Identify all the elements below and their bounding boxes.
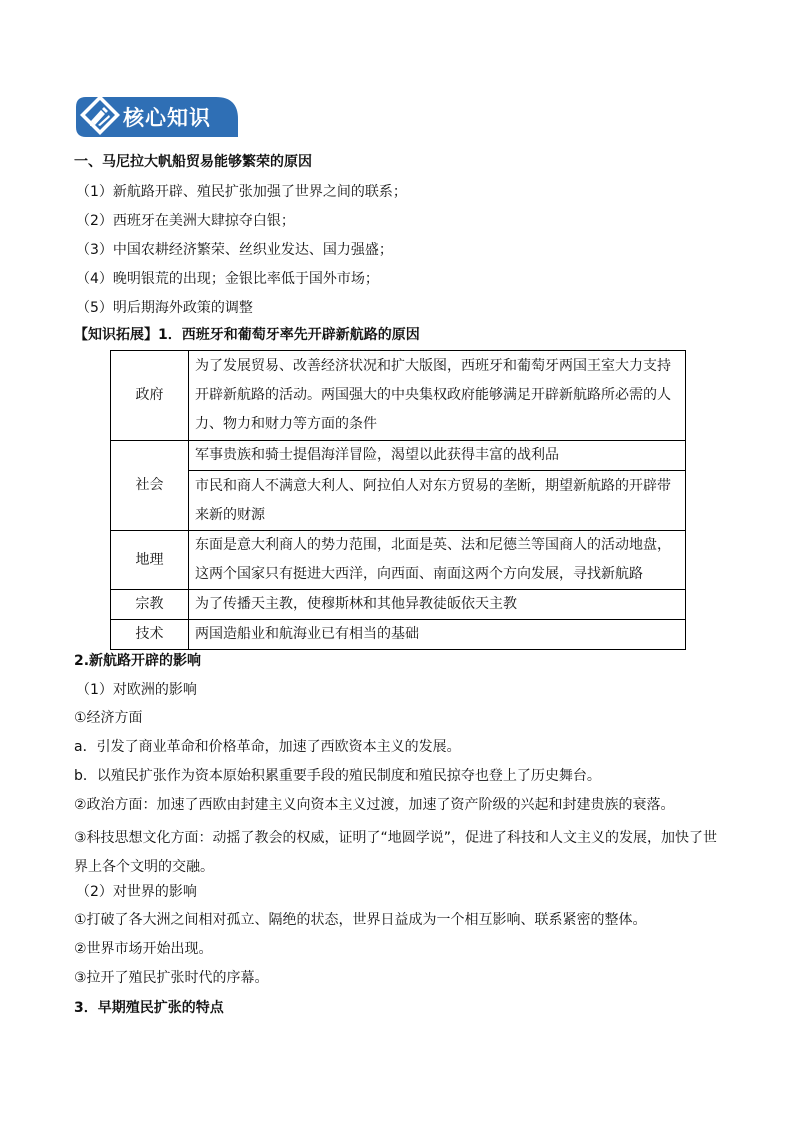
table-cell: 东面是意大利商人的势力范围，北面是英、法和尼德兰等国商人的活动地盘，这两个国家只有挺进大西洋，向西面、南面这两个方向发展，寻找新航路 — [189, 531, 686, 590]
pencil-book-icon — [85, 101, 115, 131]
section1-heading: 一、马尼拉大帆船贸易能够繁荣的原因 — [74, 154, 312, 170]
table-cell: 为了发展贸易、改善经济状况和扩大版图，西班牙和葡萄牙两国王室大力支持开辟新航路的活动。两国强大的中央集权政府能够满足开辟新航路所必需的人力、物力和财力等方面的条件 — [189, 351, 686, 441]
section3-heading: 3．早期殖民扩张的特点 — [74, 1000, 224, 1016]
list-item: （5）明后期海外政策的调整 — [76, 300, 253, 316]
table-category: 政府 — [111, 351, 189, 441]
table-row — [111, 471, 686, 531]
list-item: （1）新航路开辟、殖民扩张加强了世界之间的联系； — [76, 184, 407, 200]
paragraph: b．以殖民扩张作为资本原始积累重要手段的殖民制度和殖民掠夺也登上了历史舞台。 — [74, 768, 601, 784]
list-item: （3）中国农耕经济繁荣、丝织业发达、国力强盛； — [76, 242, 393, 258]
table-cell: 市民和商人不满意大利人、阿拉伯人对东方贸易的垄断，期望新航路的开辟带来新的财源 — [189, 471, 686, 531]
table-category: 社会 — [111, 441, 189, 531]
reasons-table — [110, 350, 686, 650]
table-row — [111, 531, 686, 590]
table-cell: 两国造船业和航海业已有相当的基础 — [189, 620, 686, 650]
table-category: 地理 — [111, 531, 189, 590]
paragraph: ③拉开了殖民扩张时代的序幕。 — [74, 970, 269, 986]
table-row — [111, 351, 686, 441]
table-row — [111, 590, 686, 620]
banner-title: 核心知识 — [123, 106, 211, 130]
extension-heading: 【知识拓展】1．西班牙和葡萄牙率先开辟新航路的原因 — [74, 327, 420, 343]
subheading: （1）对欧洲的影响 — [76, 682, 197, 698]
table-category: 技术 — [111, 620, 189, 650]
paragraph: ①打破了各大洲之间相对孤立、隔绝的状态，世界日益成为一个相互影响、联系紧密的整体。 — [74, 912, 647, 928]
table-row — [111, 620, 686, 650]
paragraph: ②世界市场开始出现。 — [74, 941, 213, 957]
table-row — [111, 441, 686, 471]
paragraph: ②政治方面：加速了西欧由封建主义向资本主义过渡，加速了资产阶级的兴起和封建贵族的衰落。 — [74, 797, 675, 813]
paragraph: ③科技思想文化方面：动摇了教会的权威，证明了“地圆学说”，促进了科技和人文主义的发展，加快了世界上各个文明的交融。 — [74, 830, 718, 875]
table-category: 宗教 — [111, 590, 189, 620]
table-cell: 军事贵族和骑士提倡海洋冒险，渴望以此获得丰富的战利品 — [189, 441, 686, 471]
section2-heading: 2.新航路开辟的影响 — [74, 653, 202, 669]
paragraph: a．引发了商业革命和价格革命，加速了西欧资本主义的发展。 — [74, 739, 461, 755]
table-cell: 为了传播天主教，使穆斯林和其他异教徒皈依天主教 — [189, 590, 686, 620]
subheading: （2）对世界的影响 — [76, 884, 197, 900]
list-item: （2）西班牙在美洲大肆掠夺白银； — [76, 213, 295, 229]
subheading: ①经济方面 — [74, 710, 143, 726]
list-item: （4）晚明银荒的出现；金银比率低于国外市场； — [76, 271, 379, 287]
